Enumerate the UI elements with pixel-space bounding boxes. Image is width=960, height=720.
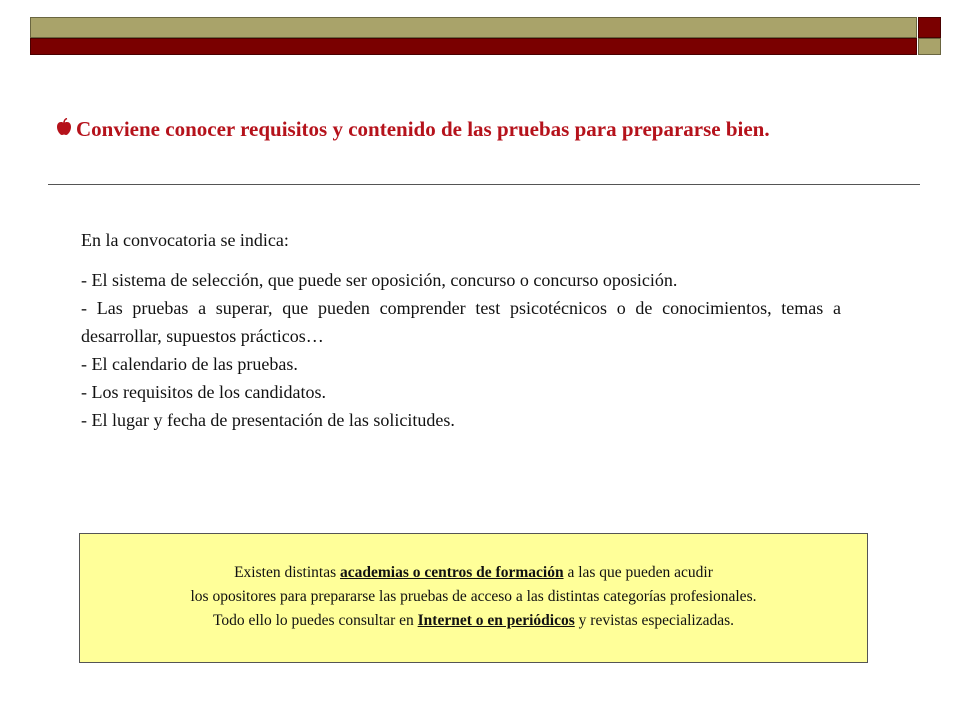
- body-text: [81, 226, 841, 434]
- apple-icon: [56, 117, 74, 142]
- header-square-olive: [918, 38, 941, 55]
- header-square-maroon: [918, 17, 941, 38]
- note-box: [79, 533, 868, 663]
- note-text: a las que pueden acudir: [563, 564, 713, 581]
- academias-link[interactable]: academias o centros de formación: [340, 564, 564, 581]
- internet-link[interactable]: Internet o en periódicos: [417, 612, 575, 629]
- note-line-2: los opositores para prepararse las pruebas de acceso a las distintas categorías profesionales.: [190, 588, 757, 605]
- header-bar-olive: [30, 17, 917, 38]
- list-item: - El calendario de las pruebas.: [81, 354, 298, 374]
- list-item: - Los requisitos de los candidatos.: [81, 382, 326, 402]
- list-item: - Las pruebas a superar, que pueden comprender test psicotécnicos o de conocimientos, temas a desarrollar, supuestos prácticos…: [81, 298, 841, 346]
- note-text: y revistas especializadas.: [574, 612, 735, 629]
- slide-title: [56, 117, 936, 142]
- intro-text: En la convocatoria se indica:: [81, 230, 289, 250]
- header-bar-maroon: [30, 38, 917, 55]
- note-text: Todo ello lo puedes consultar en: [212, 612, 418, 629]
- divider: [48, 184, 920, 185]
- note-line-1: [80, 561, 867, 585]
- list-item: - El lugar y fecha de presentación de las solicitudes.: [81, 410, 455, 430]
- note-text: Existen distintas: [234, 564, 340, 581]
- list-item: - El sistema de selección, que puede ser oposición, concurso o concurso oposición.: [81, 270, 678, 290]
- title-text: Conviene conocer requisitos y contenido de las pruebas para prepararse bien.: [76, 117, 770, 141]
- note-line-3: [80, 609, 867, 633]
